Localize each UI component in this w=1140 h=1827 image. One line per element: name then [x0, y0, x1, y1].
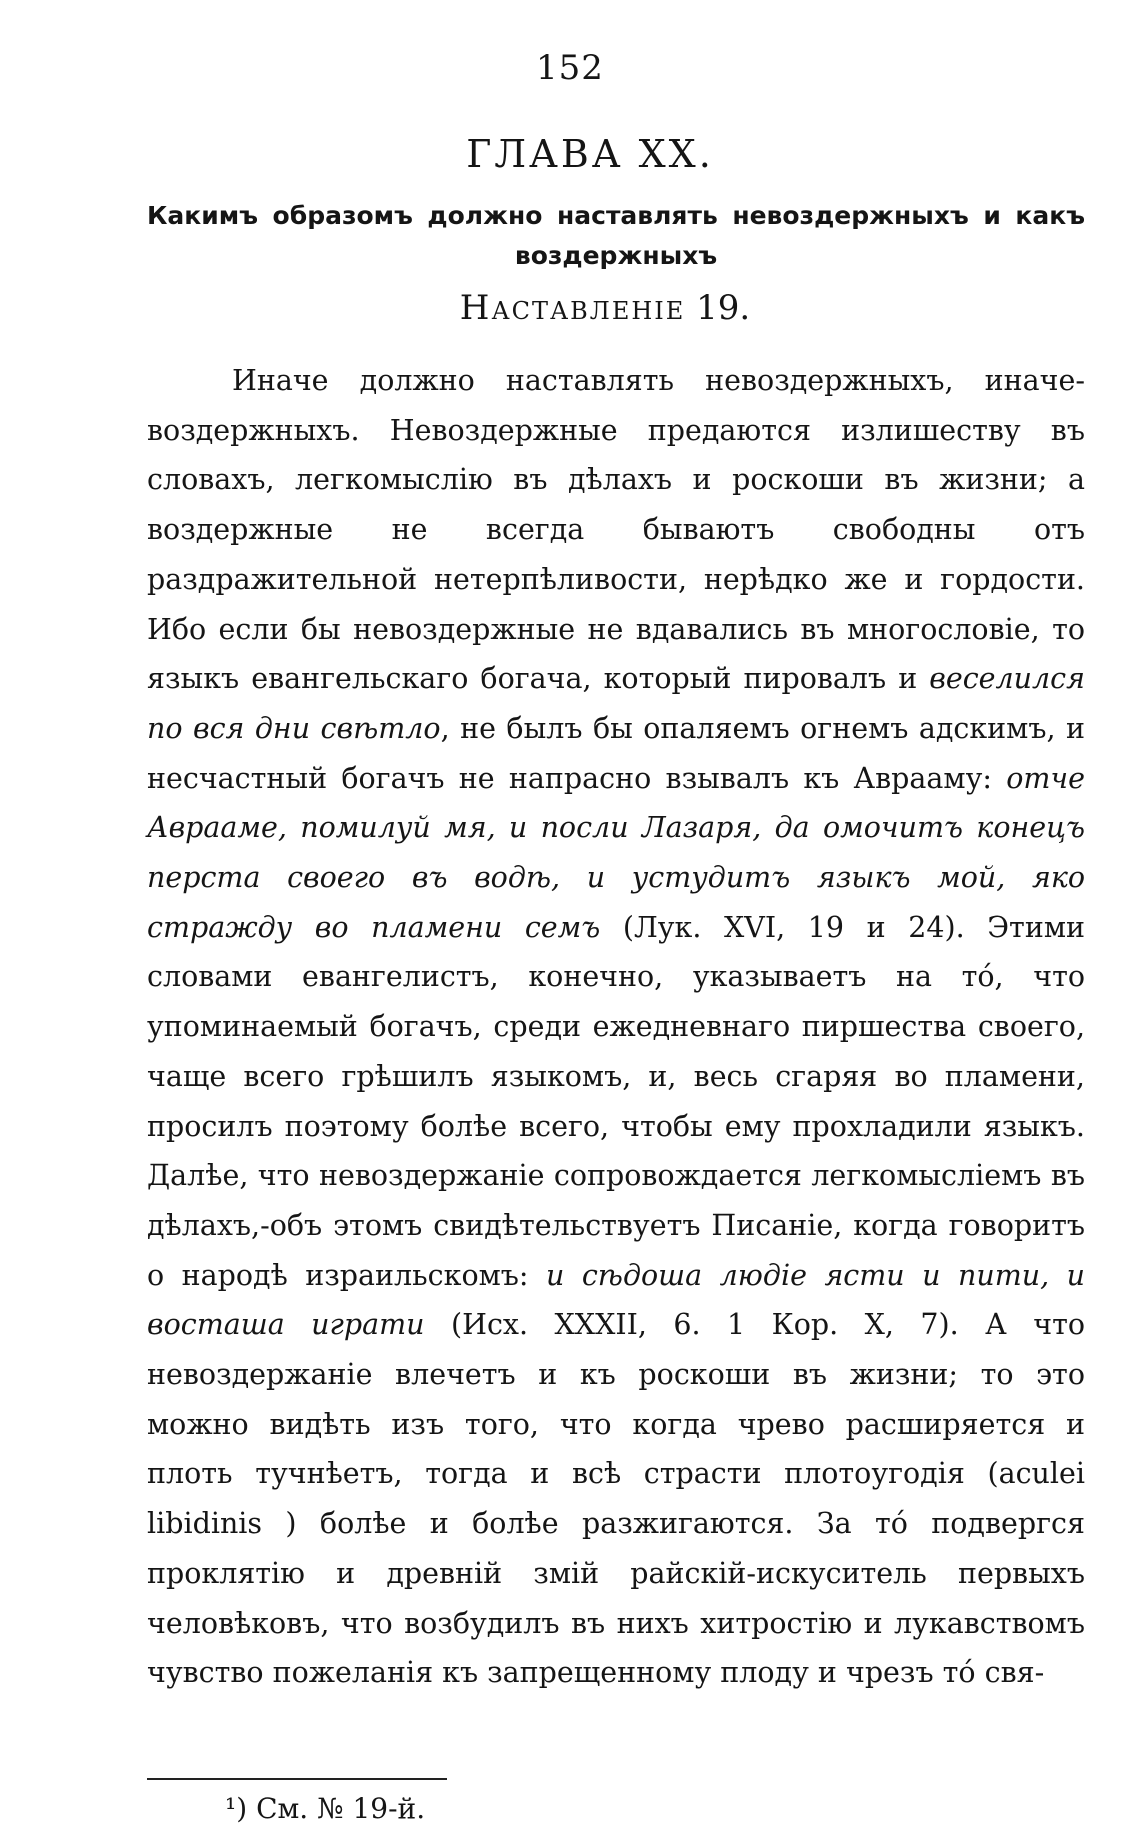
- scripture-quote: отче Аврааме, помилуй мя, и посли Лазаря, да омочитъ конецъ перста своего въ водѣ, и устудитъ языкъ мой, яко стражду во пламени семъ: [147, 761, 1085, 944]
- instruction-number: 19.: [696, 288, 751, 328]
- chapter-subtitle: Какимъ образомъ должно наставлять невоздержныхъ и какъ воздержныхъ: [147, 201, 1085, 270]
- paragraph-text: (Лук. XVI, 19 и 24). Этими словами евангелистъ, конечно, указываетъ на то́, что упоминаемый богачъ, среди ежедневнаго пиршества своего, чаще всего грѣшилъ языкомъ, и, весь сгаряя во пламени, просилъ поэтому болѣе всего, чтобы ему прохладили языкъ. Далѣе, что невоздержаніе сопровождается легкомысліемъ въ дѣлахъ,-объ этомъ свидѣтельствуетъ Писаніе, когда говоритъ о народѣ израильскомъ:: [147, 910, 1085, 1292]
- page-number: 152: [536, 48, 604, 88]
- paragraph-text: (Исх. XXXII, 6. 1 Кор. X, 7). А что невоздержаніе влечетъ и къ роскоши въ жизни; то это можно видѣть изъ того, что когда чрево расширяется и плоть тучнѣетъ, тогда и всѣ страсти плотоугодія (aculei libidinis ) болѣе и болѣе разжигаются. За то́ подвергся проклятію и древній змій райскій-искуситель первыхъ человѣковъ, что возбудилъ въ нихъ хитростію и лукавствомъ чувство пожеланія къ запрещенному плоду и чрезъ то́ свя-: [147, 1308, 1085, 1690]
- paragraph-text: , не былъ бы опаляемъ огнемъ адскимъ, и несчастный богачъ не напрасно взывалъ къ Аврааму:: [147, 711, 1085, 795]
- scripture-quote: веселился по вся дни свѣтло: [147, 662, 1085, 745]
- scripture-quote: и сѣдоша людіе ясти и пити, и восташа играти: [147, 1258, 1085, 1342]
- footnote: [225, 1792, 425, 1826]
- body-paragraph: [147, 356, 1085, 1698]
- footnote-text: См. № 19-й.: [256, 1792, 426, 1825]
- instruction-label: Наставленіе: [459, 288, 686, 328]
- chapter-title: ГЛАВА XX.: [466, 132, 714, 176]
- paragraph-text: Иначе должно наставлять невоздержныхъ, иначе-воздержныхъ. Невоздержные предаются излишеству въ словахъ, легкомыслію въ дѣлахъ и роскоши въ жизни; а воздержные не всегда бываютъ свободны отъ раздражительной нетерпѣливости, нерѣдко же и гордости. Ибо если бы невоздержные не вдавались въ многословіе, то языкъ евангельскаго богача, который пировалъ и: [147, 364, 1085, 696]
- footnote-divider: [147, 1778, 447, 1780]
- instruction-heading: [0, 288, 1140, 328]
- footnote-marker: ¹): [225, 1792, 248, 1825]
- body-text: [147, 356, 1085, 1698]
